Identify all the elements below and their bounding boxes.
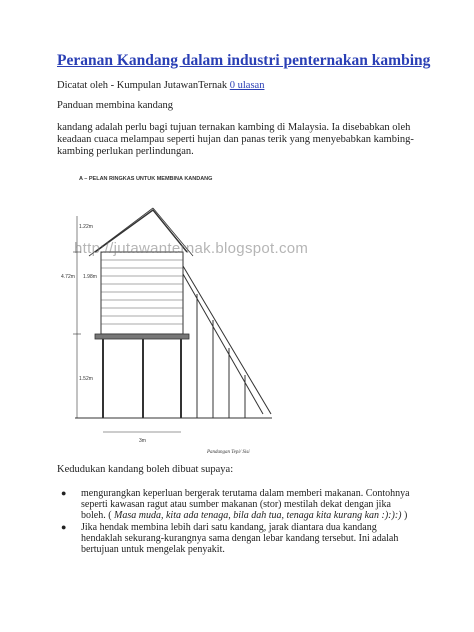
list-item (57, 488, 417, 521)
bullet-list (57, 488, 417, 556)
bullet-text: Jika hendak membina lebih dari satu kandang, jarak diantara dua kandang hendaklah sekurang-kurangnya sama dengan lebar kandang tersebut. Ini adalah bertujuan untuk mengelak penyakit. (81, 522, 399, 555)
position-intro: Kedudukan kandang boleh dibuat supaya: (57, 464, 234, 475)
dim-mid-right: 1.98m (83, 274, 97, 280)
bullet-tail: ) (401, 510, 408, 521)
dim-width: 3m (139, 438, 146, 444)
wall-slats (101, 260, 183, 324)
diagram-heading: A – PELAN RINGKAS UNTUK MEMBINA KANDANG (79, 176, 213, 182)
post-title-link[interactable]: Peranan Kandang dalam industri penternakan kambing (57, 52, 431, 69)
comments-link[interactable]: 0 ulasan (229, 80, 265, 91)
ramp (183, 266, 271, 418)
bullet-icon: ● (61, 522, 67, 532)
author-line: Dicatat oleh - Kumpulan JutawanTernak (57, 80, 228, 91)
raised-floor (95, 334, 189, 339)
dim-top: 1.22m (79, 224, 93, 230)
bullet-text: mengurangkan keperluan bergerak terutama dalam memberi makanan. Contohnya seperti kawasan ragut atau sumber makanan (stor) mestilah dekat dengan jika boleh. ( (81, 488, 410, 521)
diagram-caption: Pandangan Tepi/ Sisi (207, 450, 250, 455)
subheading: Panduan membina kandang (57, 100, 174, 111)
stilts (103, 339, 181, 418)
post-meta (57, 80, 264, 91)
shed-body (101, 252, 183, 334)
watermark-text: http://jutawanternak.blogspot.com (74, 240, 309, 257)
shed-side-view-diagram (57, 170, 297, 460)
bullet-icon: ● (61, 488, 67, 498)
list-item (57, 522, 417, 555)
intro-paragraph: kandang adalah perlu bagi tujuan ternakan kambing di Malaysia. Ia disebabkan oleh keadaan cuaca melampau seperti hujan dan panas terik yang menyebabkan kambing-kambing perlukan perlindungan. (57, 122, 414, 157)
bullet-italic: Masa muda, kita ada tenaga, bila dah tua, tenaga kita kurang kan :):):) (114, 510, 402, 521)
dim-bottom: 1.52m (79, 376, 93, 382)
dim-mid-left: 4.72m (61, 274, 75, 280)
